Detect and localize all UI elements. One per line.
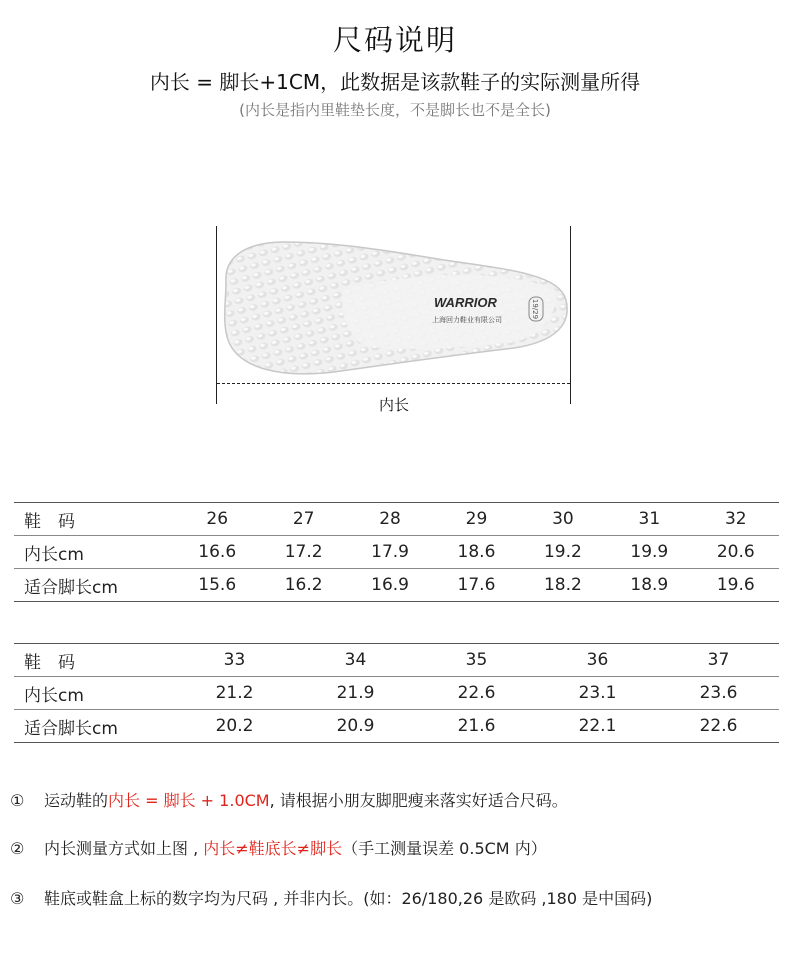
table-cell: 16.2 [260, 569, 346, 602]
table-row [14, 569, 779, 602]
note-item-1 [10, 788, 568, 811]
note-text: 运动鞋的 [44, 791, 109, 810]
table-cell: 21.9 [295, 677, 416, 710]
table-cell: 33 [174, 644, 295, 677]
table-cell: 32 [693, 503, 779, 536]
table-cell: 37 [658, 644, 779, 677]
table-cell: 31 [606, 503, 692, 536]
table-cell: 22.6 [416, 677, 537, 710]
table-row [14, 536, 779, 569]
table-cell: 22.6 [658, 710, 779, 743]
row-label: 鞋 码 [14, 503, 174, 536]
table-cell: 29 [433, 503, 519, 536]
row-label: 适合脚长cm [14, 710, 174, 743]
table-cell: 18.9 [606, 569, 692, 602]
table-cell: 17.2 [260, 536, 346, 569]
note-text: （手工测量误差 0.5CM 内） [342, 839, 547, 858]
note-highlight: 内长 = 脚长 + 1.0CM [108, 791, 270, 810]
company-text: 上海回力鞋业有限公司 [432, 316, 502, 324]
table-cell: 20.2 [174, 710, 295, 743]
table-cell: 16.6 [174, 536, 260, 569]
table-cell: 21.2 [174, 677, 295, 710]
row-label: 适合脚长cm [14, 569, 174, 602]
table-cell: 34 [295, 644, 416, 677]
formula-subtitle: 内长 = 脚长+1CM，此数据是该款鞋子的实际测量所得 [149, 70, 641, 94]
table-cell: 27 [260, 503, 346, 536]
table-cell: 15.6 [174, 569, 260, 602]
measure-dashed-line [217, 383, 570, 384]
table-cell: 19.9 [606, 536, 692, 569]
insole-image [214, 230, 574, 380]
note-highlight: 内长≠鞋底长≠脚长 [203, 839, 343, 858]
table-row [14, 503, 779, 536]
note-text: , 请根据小朋友脚肥瘦来落实好适合尺码。 [269, 791, 568, 810]
note-text: 内长测量方式如上图 , [44, 839, 204, 858]
size-mark-text: 19/29 [531, 298, 539, 320]
table-cell: 17.9 [347, 536, 433, 569]
size-table-1 [14, 502, 779, 602]
table-row [14, 710, 779, 743]
table-cell: 20.6 [693, 536, 779, 569]
table-row [14, 677, 779, 710]
table-cell: 19.6 [693, 569, 779, 602]
brand-logo-text: WARRIOR [434, 295, 497, 310]
insole-diagram [214, 226, 574, 414]
table-cell: 36 [537, 644, 658, 677]
definition-note: (内长是指内里鞋垫长度，不是脚长也不是全长) [239, 101, 551, 119]
note-text: 鞋底或鞋盒上标的数字均为尺码 , 并非内长。(如：26/180,26 是欧码 ,180 是中国码) [44, 889, 653, 908]
note-item-2 [10, 836, 547, 859]
row-label: 鞋 码 [14, 644, 174, 677]
table-cell: 16.9 [347, 569, 433, 602]
measure-right-line [570, 226, 571, 404]
table-cell: 28 [347, 503, 433, 536]
table-cell: 22.1 [537, 710, 658, 743]
page-title: 尺码说明 [332, 23, 457, 57]
row-label: 内长cm [14, 677, 174, 710]
table-cell: 20.9 [295, 710, 416, 743]
table-row [14, 644, 779, 677]
table-cell: 21.6 [416, 710, 537, 743]
note-number: ③ [10, 889, 25, 908]
measure-left-line [216, 226, 217, 404]
note-item-3 [10, 886, 652, 909]
table-cell: 26 [174, 503, 260, 536]
table-cell: 17.6 [433, 569, 519, 602]
table-cell: 19.2 [520, 536, 606, 569]
size-table-2 [14, 643, 779, 743]
table-cell: 18.6 [433, 536, 519, 569]
table-cell: 18.2 [520, 569, 606, 602]
row-label: 内长cm [14, 536, 174, 569]
note-number: ① [10, 791, 25, 810]
table-cell: 30 [520, 503, 606, 536]
table-cell: 35 [416, 644, 537, 677]
table-cell: 23.1 [537, 677, 658, 710]
note-number: ② [10, 839, 25, 858]
table-cell: 23.6 [658, 677, 779, 710]
dimension-label: 内长 [378, 396, 409, 414]
